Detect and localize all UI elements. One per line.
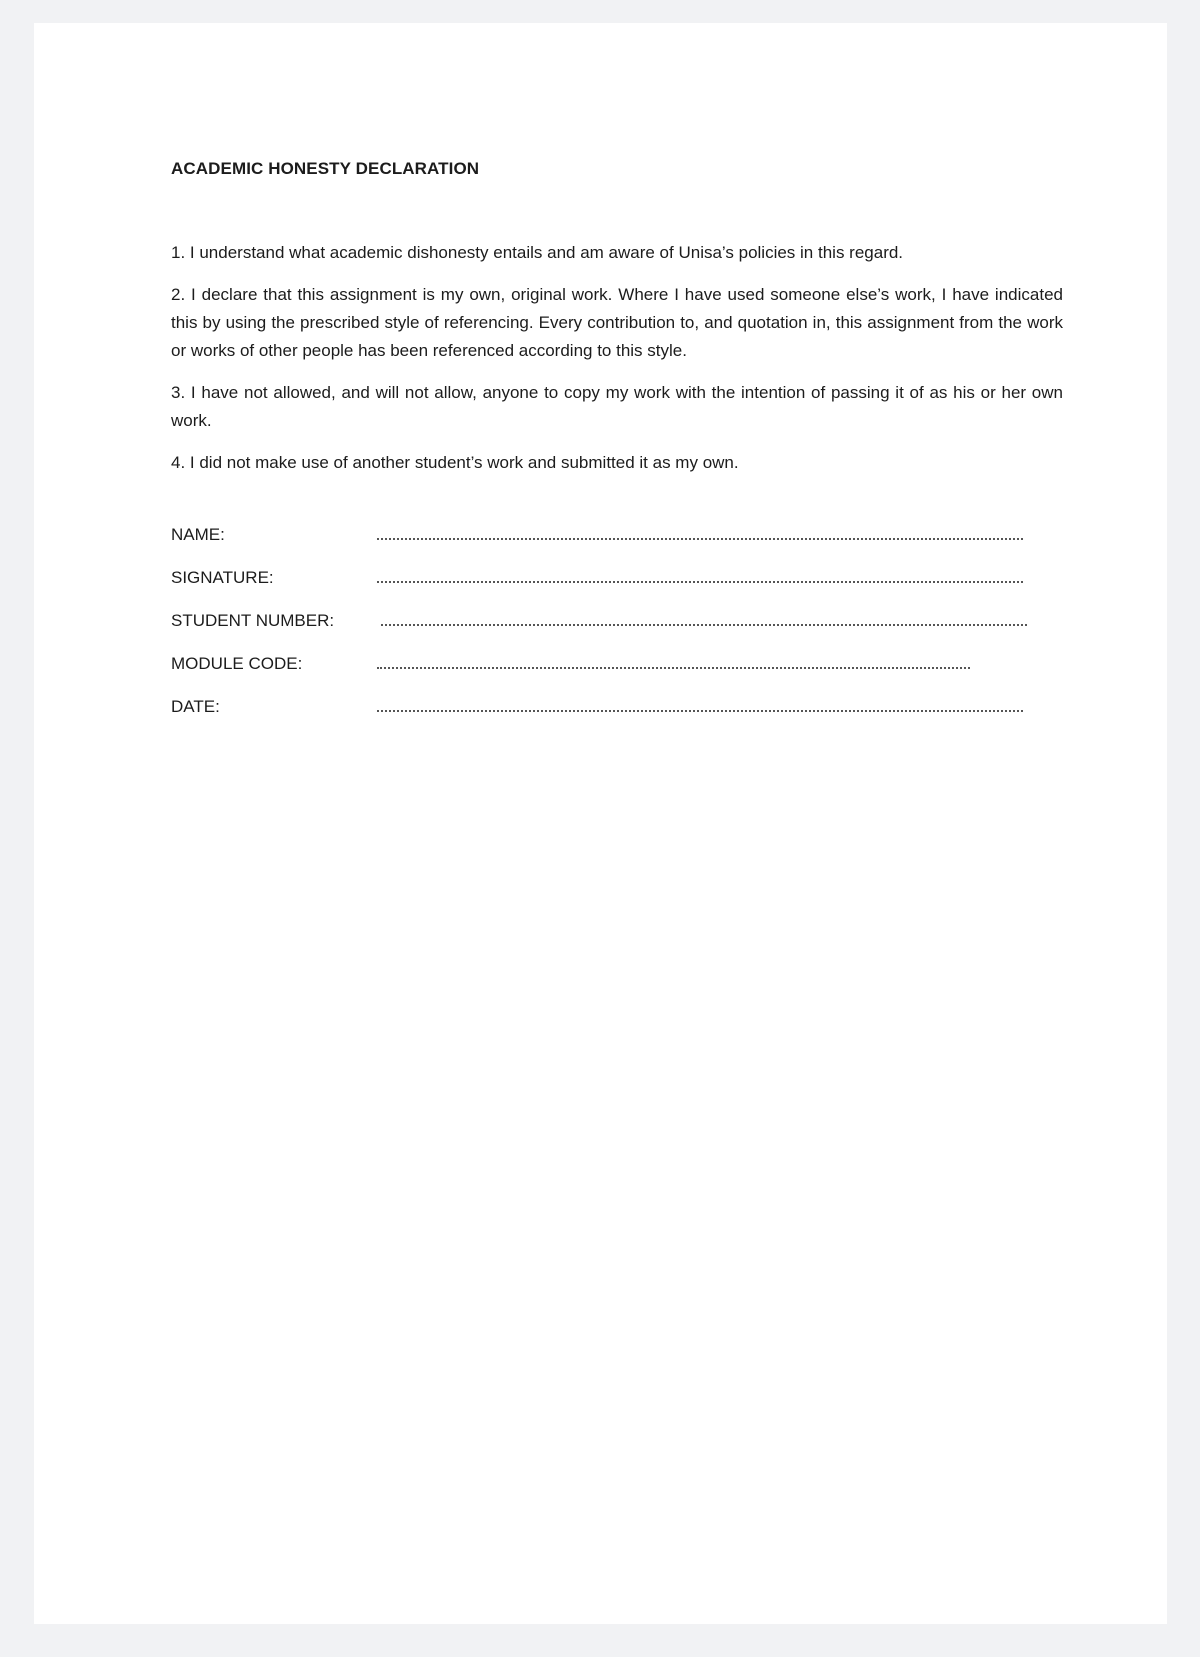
page-content [171, 159, 1063, 738]
name-label: NAME: [171, 525, 225, 544]
date-label: DATE: [171, 697, 220, 716]
clause-4: 4. I did not make use of another student’s work and submitted it as my own. [171, 453, 739, 472]
document-page [34, 23, 1167, 1624]
date-field-row [171, 695, 1063, 738]
clause-1: 1. I understand what academic dishonesty entails and am aware of Unisa’s policies in this regard. [171, 243, 904, 262]
module-code-label: MODULE CODE: [171, 654, 303, 673]
clause-2: 2. I declare that this assignment is my own, original work. Where I have used someone else’s work, I have indicated this by using the prescribed style of referencing. Every contribution to, and quotation in, this assignment from the work or works of other people has been referenced according to this style. [171, 285, 1063, 360]
signature-fields [171, 523, 1063, 738]
clause-3: 3. I have not allowed, and will not allow, anyone to copy my work with the intention of passing it of as his or her own work. [171, 383, 1063, 430]
name-field-row [171, 523, 1063, 566]
module-code-fill-line[interactable] [377, 667, 970, 669]
signature-field-row [171, 566, 1063, 609]
declaration-clauses [171, 239, 1063, 477]
student-number-label: STUDENT NUMBER: [171, 611, 335, 630]
signature-label: SIGNATURE: [171, 568, 274, 587]
name-fill-line[interactable] [377, 538, 1023, 540]
student-number-field-row [171, 609, 1063, 652]
signature-fill-line[interactable] [377, 581, 1023, 583]
document-title: ACADEMIC HONESTY DECLARATION [171, 159, 480, 178]
student-number-fill-line[interactable] [381, 624, 1027, 626]
module-code-field-row [171, 652, 1063, 695]
date-fill-line[interactable] [377, 710, 1023, 712]
